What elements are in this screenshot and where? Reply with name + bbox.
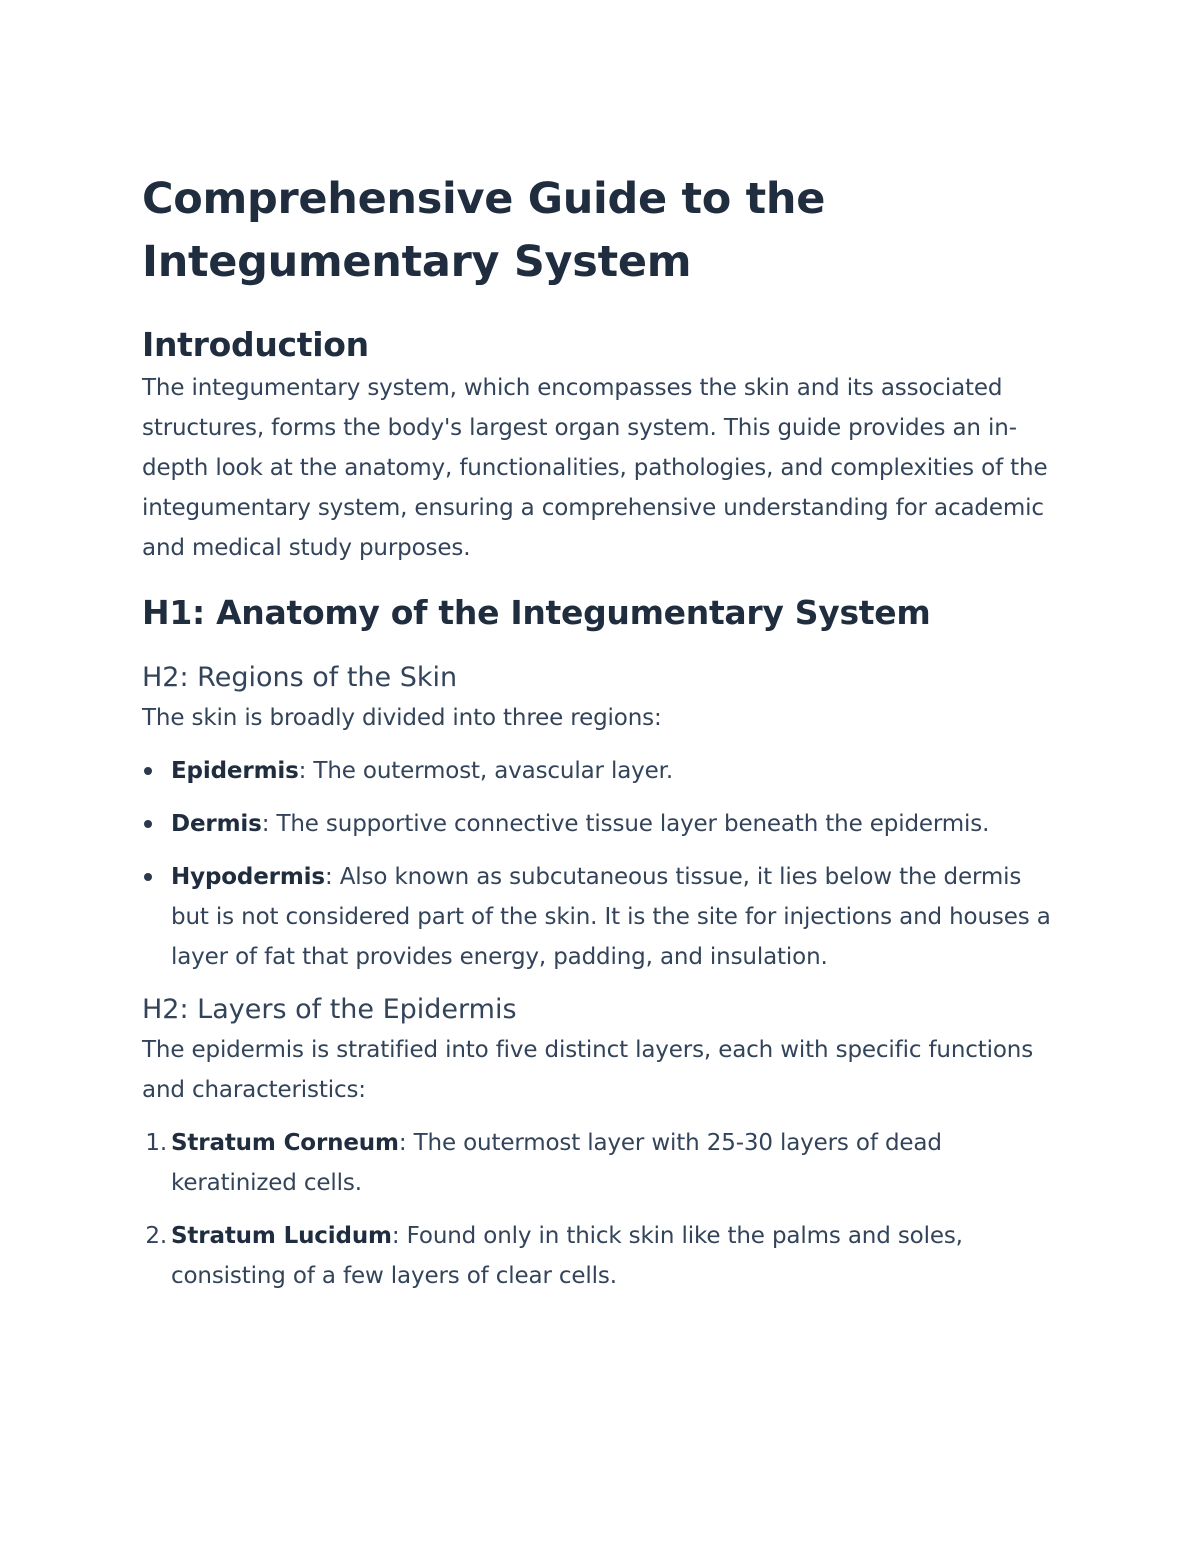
introduction-paragraph: The integumentary system, which encompasses the skin and its associated structures, forms the body's largest organ system. This guide provides an in-depth look at the anatomy, functionalities, pathologies, and complexities of the integumentary system, ensuring a comprehensive understanding for academic and medical study purposes. <box>142 375 1048 561</box>
list-item-description: : Also known as subcutaneous tissue, it lies below the dermis but is not considered part of the skin. It is the site for injections and houses a layer of fat that provides energy, padding, and insulation. <box>171 864 1051 970</box>
document-page <box>142 168 1052 1309</box>
list-item-description: : The supportive connective tissue layer beneath the epidermis. <box>261 811 990 837</box>
list-number: 2. <box>145 1223 167 1249</box>
regions-list <box>142 751 1052 977</box>
list-item-description: : The outermost layer with 25-30 layers of dead keratinized cells. <box>171 1130 942 1196</box>
list-item-description: : The outermost, avascular layer. <box>298 758 673 784</box>
anatomy-heading: H1: Anatomy of the Integumentary System <box>142 593 931 632</box>
list-item-term: Dermis <box>171 811 262 837</box>
introduction-heading: Introduction <box>142 325 369 364</box>
list-item <box>142 1123 1052 1203</box>
epidermis-layers-list <box>142 1123 1052 1296</box>
list-item <box>142 804 1052 844</box>
list-item-term: Epidermis <box>171 758 299 784</box>
bullet-icon <box>144 820 152 828</box>
list-item <box>142 857 1052 977</box>
epidermis-layers-intro: The epidermis is stratified into five distinct layers, each with specific functions and characteristics: <box>142 1037 1034 1103</box>
regions-intro: The skin is broadly divided into three regions: <box>142 705 662 731</box>
list-item-description: : Found only in thick skin like the palms and soles, consisting of a few layers of clear cells. <box>171 1223 963 1289</box>
bullet-icon <box>144 873 152 881</box>
document-title: Comprehensive Guide to the Integumentary System <box>142 174 826 287</box>
list-item-term: Hypodermis <box>171 864 325 890</box>
list-number: 1. <box>145 1130 167 1156</box>
list-item <box>142 751 1052 791</box>
bullet-icon <box>144 767 152 775</box>
list-item-term: Stratum Lucidum <box>171 1223 392 1249</box>
epidermis-layers-heading: H2: Layers of the Epidermis <box>142 994 517 1025</box>
regions-heading: H2: Regions of the Skin <box>142 662 458 693</box>
list-item <box>142 1216 1052 1296</box>
list-item-term: Stratum Corneum <box>171 1130 399 1156</box>
